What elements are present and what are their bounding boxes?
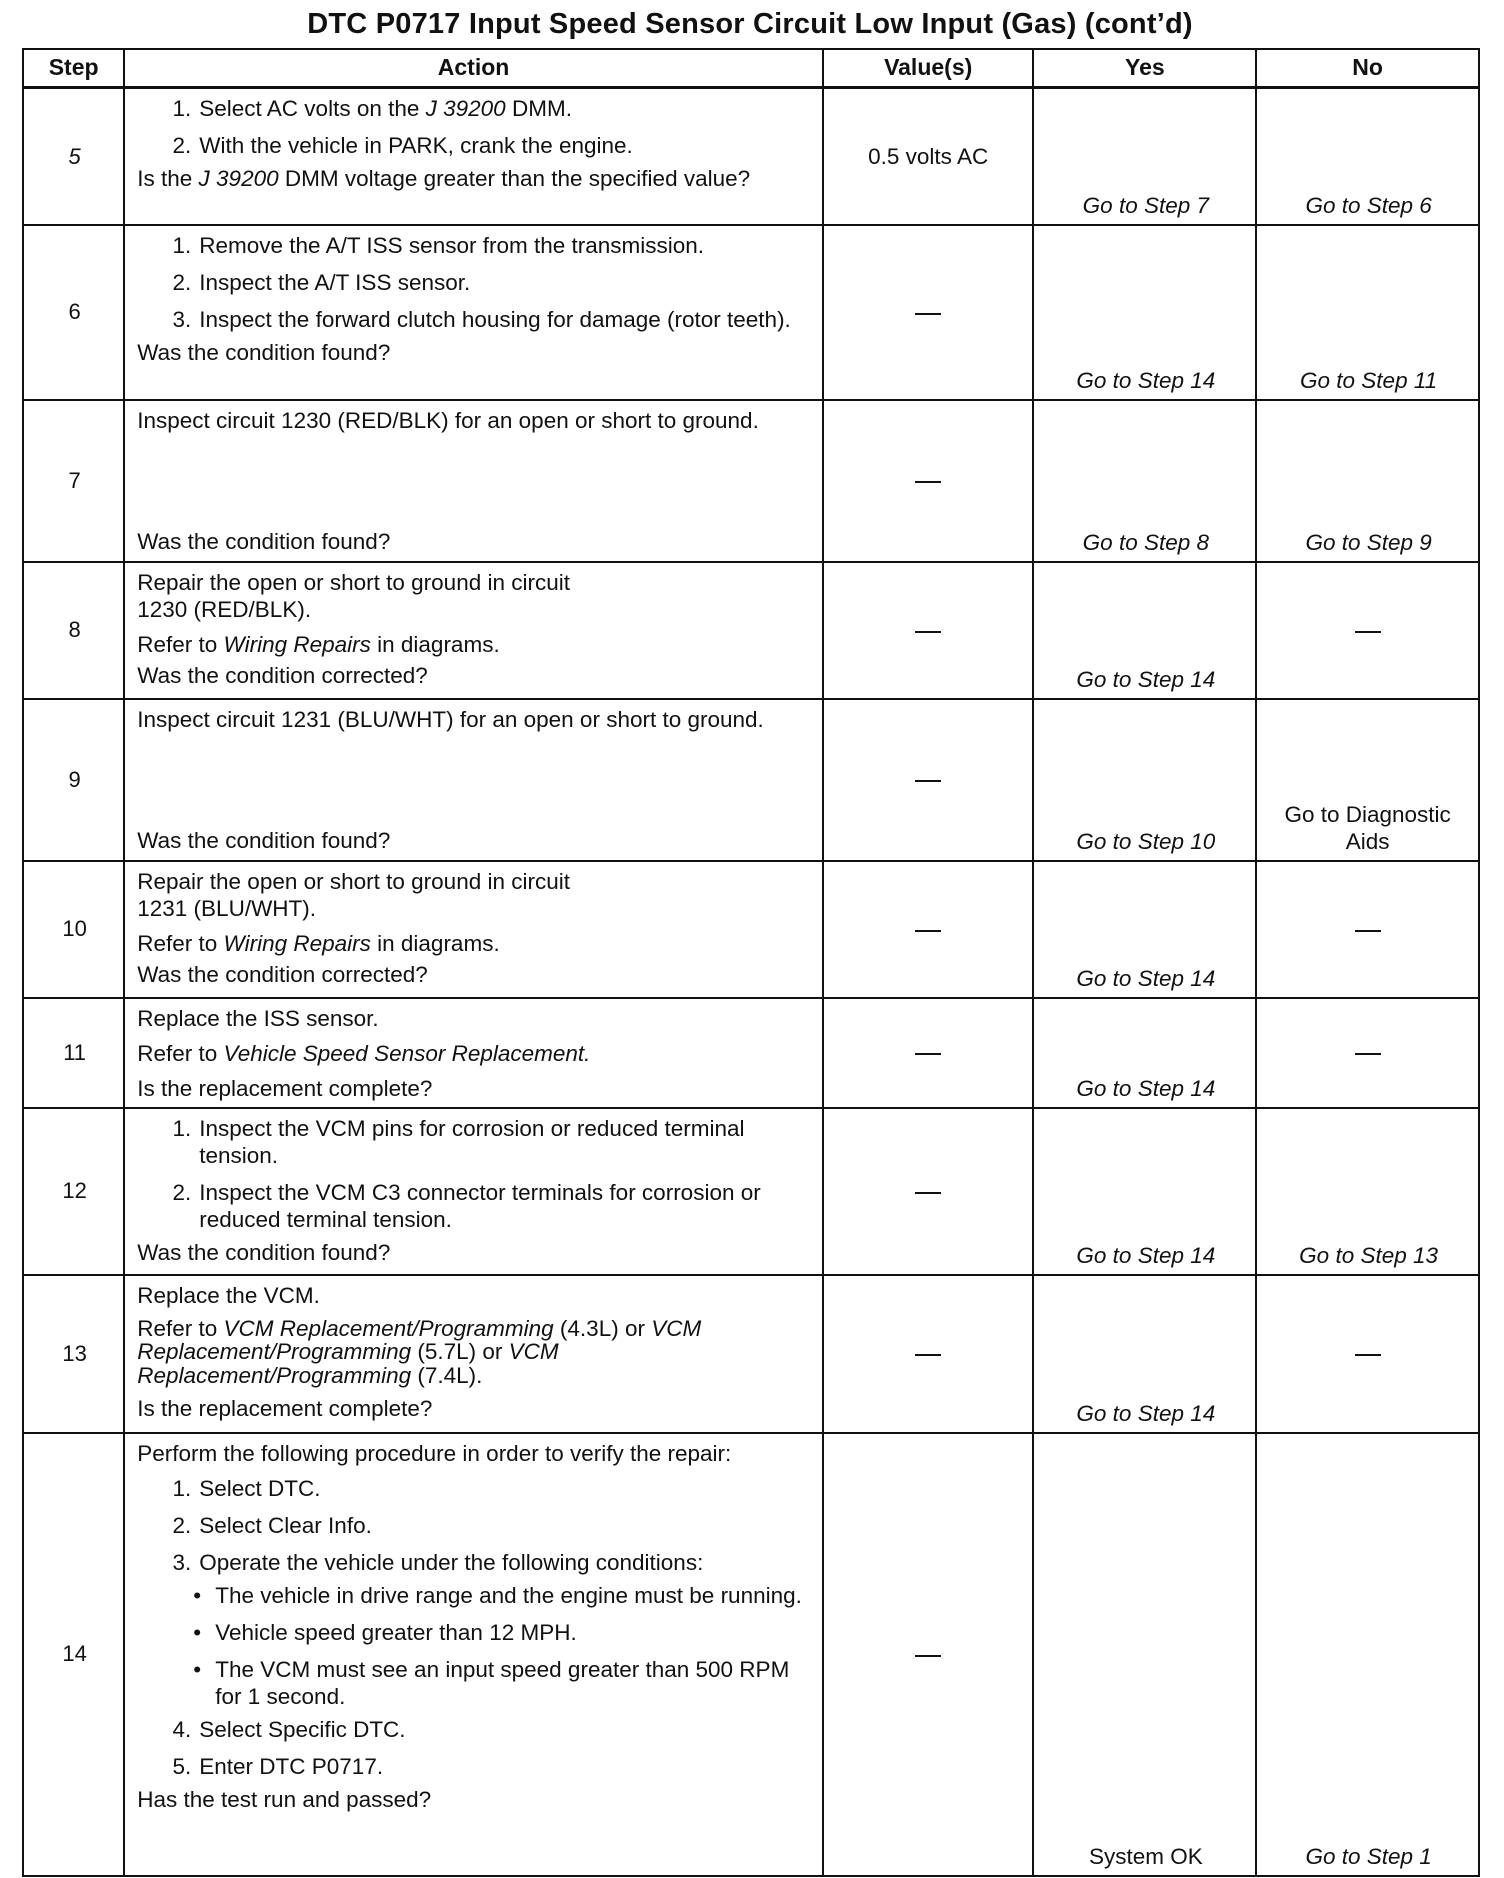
action-question: Has the test run and passed? (137, 1786, 432, 1812)
action-question: Was the condition corrected? (137, 662, 428, 688)
no-cell: Go to Step 11 (1256, 225, 1479, 400)
action-item: Remove the A/T ISS sensor from the transmission. (199, 232, 705, 258)
action-cell: Perform the following procedure in order to verify the repair: 1. Select DTC. 2. Select Clear Info. 3. Operate the vehicle under the following conditions: • The vehicle in drive range and the engine must be running. • Vehicle speed greater than 12 MPH. • The VCM must see an input speed greater than 500 RPM for 1 second. 4. Select Specific DTC. 5. Enter DTC P0717. Has the test run and passed? (124, 1433, 823, 1876)
value-cell (823, 1433, 1034, 1876)
yes-cell: Go to Step 14 (1033, 225, 1256, 400)
bullet-icon: • (193, 1619, 202, 1645)
action-reference: Refer to Wiring Repairs in diagrams. (137, 631, 500, 657)
action-text: Replace the VCM. (137, 1282, 320, 1308)
step-number: 6 (23, 225, 124, 400)
action-cell (124, 1275, 823, 1433)
yes-cell: Go to Step 14 (1033, 1275, 1256, 1433)
header-no: No (1256, 49, 1479, 88)
action-cell: 1. Select AC volts on the J 39200 DMM. 2. With the vehicle in PARK, crank the engine. Is the J 39200 DMM voltage greater than the specified value? (124, 88, 823, 225)
page-title: DTC P0717 Input Speed Sensor Circuit Low Input (Gas) (cont’d) (307, 8, 1193, 40)
action-question: Was the condition corrected? (137, 961, 428, 987)
action-item: Select DTC. (199, 1475, 321, 1501)
action-cell: 1. Remove the A/T ISS sensor from the transmission. 2. Inspect the A/T ISS sensor. 3. Inspect the forward clutch housing for damage (rotor teeth). Was the condition found? (124, 225, 823, 400)
action-question: Is the replacement complete? (137, 1075, 433, 1101)
action-question: Was the condition found? (137, 827, 391, 853)
action-item: Inspect the A/T ISS sensor. (199, 269, 471, 295)
no-cell: Go to Step 6 (1256, 88, 1479, 225)
empty-dash (915, 313, 941, 315)
action-text: Replace the ISS sensor. (137, 1005, 379, 1031)
action-reference: Refer to Wiring Repairs in diagrams. (137, 930, 500, 956)
no-cell (1256, 1275, 1479, 1433)
step-number: 8 (23, 562, 124, 699)
value-cell (823, 1108, 1034, 1275)
no-cell: Go to Step 1 (1256, 1433, 1479, 1876)
action-intro: Perform the following procedure in order to verify the repair: (137, 1440, 732, 1466)
value-cell (823, 225, 1034, 400)
table-row-step-13 (23, 1275, 1479, 1433)
action-item: Select AC volts on the J 39200 DMM. (199, 96, 572, 121)
action-item: Inspect the forward clutch housing for damage (rotor teeth). (199, 306, 791, 332)
no-cell (1256, 998, 1479, 1108)
action-question: Was the condition found? (137, 528, 391, 554)
value-cell (823, 1275, 1034, 1433)
action-question: Was the condition found? (137, 339, 391, 365)
action-item: With the vehicle in PARK, crank the engine. (199, 133, 633, 158)
value-cell: 0.5 volts AC (823, 88, 1034, 225)
step-number: 7 (23, 400, 124, 562)
value-cell (823, 400, 1034, 562)
header-values: Value(s) (823, 49, 1034, 88)
table-row-step-9 (23, 699, 1479, 861)
yes-cell: Go to Step 10 (1033, 699, 1256, 861)
action-cell (124, 699, 823, 861)
step-number: 5 (23, 88, 124, 225)
no-cell: Go to Step 13 (1256, 1108, 1479, 1275)
header-step: Step (23, 49, 124, 88)
action-question: Was the condition found? (137, 1239, 391, 1265)
yes-cell: Go to Step 14 (1033, 998, 1256, 1108)
action-question: Is the replacement complete? (137, 1396, 433, 1422)
no-cell (1256, 562, 1479, 699)
action-item: Enter DTC P0717. (199, 1753, 384, 1779)
table-row-step-12 (23, 1108, 1479, 1275)
action-reference: Refer to Vehicle Speed Sensor Replacement. (137, 1040, 591, 1066)
action-bullet: The VCM must see an input speed greater than 500 RPM for 1 second. (215, 1656, 790, 1709)
action-bullet: Vehicle speed greater than 12 MPH. (215, 1619, 577, 1645)
table-row-step-7 (23, 400, 1479, 562)
action-item: Select Clear Info. (199, 1512, 372, 1538)
header-row (23, 49, 1479, 88)
step-number: 10 (23, 861, 124, 998)
step-number: 13 (23, 1275, 124, 1433)
value-cell (823, 861, 1034, 998)
no-cell (1256, 861, 1479, 998)
action-item: Operate the vehicle under the following conditions: (199, 1549, 704, 1575)
table-row-step-5 (23, 88, 1479, 225)
yes-cell: Go to Step 7 (1033, 88, 1256, 225)
value-cell (823, 699, 1034, 861)
header-action: Action (124, 49, 823, 88)
bullet-icon: • (193, 1582, 202, 1608)
action-cell (124, 562, 823, 699)
action-cell: 1. Inspect the VCM pins for corrosion or reduced terminal tension. 2. Inspect the VCM C3 connector terminals for corrosion or reduced terminal tension. Was the condition found? (124, 1108, 823, 1275)
yes-cell: System OK (1033, 1433, 1256, 1876)
table-row-step-8 (23, 562, 1479, 699)
action-text: Inspect circuit 1230 (RED/BLK) for an open or short to ground. (137, 407, 759, 433)
action-question: Is the J 39200 DMM voltage greater than the specified value? (137, 166, 751, 191)
action-cell (124, 400, 823, 562)
no-cell: Go to Step 9 (1256, 400, 1479, 562)
no-cell: Go to Diagnostic Aids (1256, 699, 1479, 861)
value-cell (823, 998, 1034, 1108)
step-number: 11 (23, 998, 124, 1108)
action-cell (124, 998, 823, 1108)
action-text: Repair the open or short to ground in circuit 1231 (BLU/WHT). (137, 868, 570, 921)
yes-cell: Go to Step 8 (1033, 400, 1256, 562)
diagnostic-table (22, 48, 1480, 1877)
action-reference: Refer to VCM Replacement/Programming (4.3L) or VCM Replacement/Programming (5.7L) or VCM Replacement/Programming (7.4L). (137, 1315, 702, 1388)
step-number: 12 (23, 1108, 124, 1275)
action-text: Repair the open or short to ground in circuit 1230 (RED/BLK). (137, 569, 570, 622)
action-bullet: The vehicle in drive range and the engine must be running. (215, 1582, 802, 1608)
yes-cell: Go to Step 14 (1033, 861, 1256, 998)
yes-cell: Go to Step 14 (1033, 1108, 1256, 1275)
table-row-step-6 (23, 225, 1479, 400)
table-row-step-10 (23, 861, 1479, 998)
action-cell (124, 861, 823, 998)
step-number: 9 (23, 699, 124, 861)
action-item: Inspect the VCM C3 connector terminals for corrosion or reduced terminal tension. (199, 1179, 761, 1232)
step-number: 14 (23, 1433, 124, 1876)
table-row-step-11 (23, 998, 1479, 1108)
yes-cell: Go to Step 14 (1033, 562, 1256, 699)
bullet-icon: • (193, 1656, 202, 1682)
action-item: Inspect the VCM pins for corrosion or reduced terminal tension. (199, 1115, 745, 1168)
header-yes: Yes (1033, 49, 1256, 88)
table-row-step-14 (23, 1433, 1479, 1876)
value-cell (823, 562, 1034, 699)
action-text: Inspect circuit 1231 (BLU/WHT) for an open or short to ground. (137, 706, 764, 732)
action-item: Select Specific DTC. (199, 1716, 406, 1742)
